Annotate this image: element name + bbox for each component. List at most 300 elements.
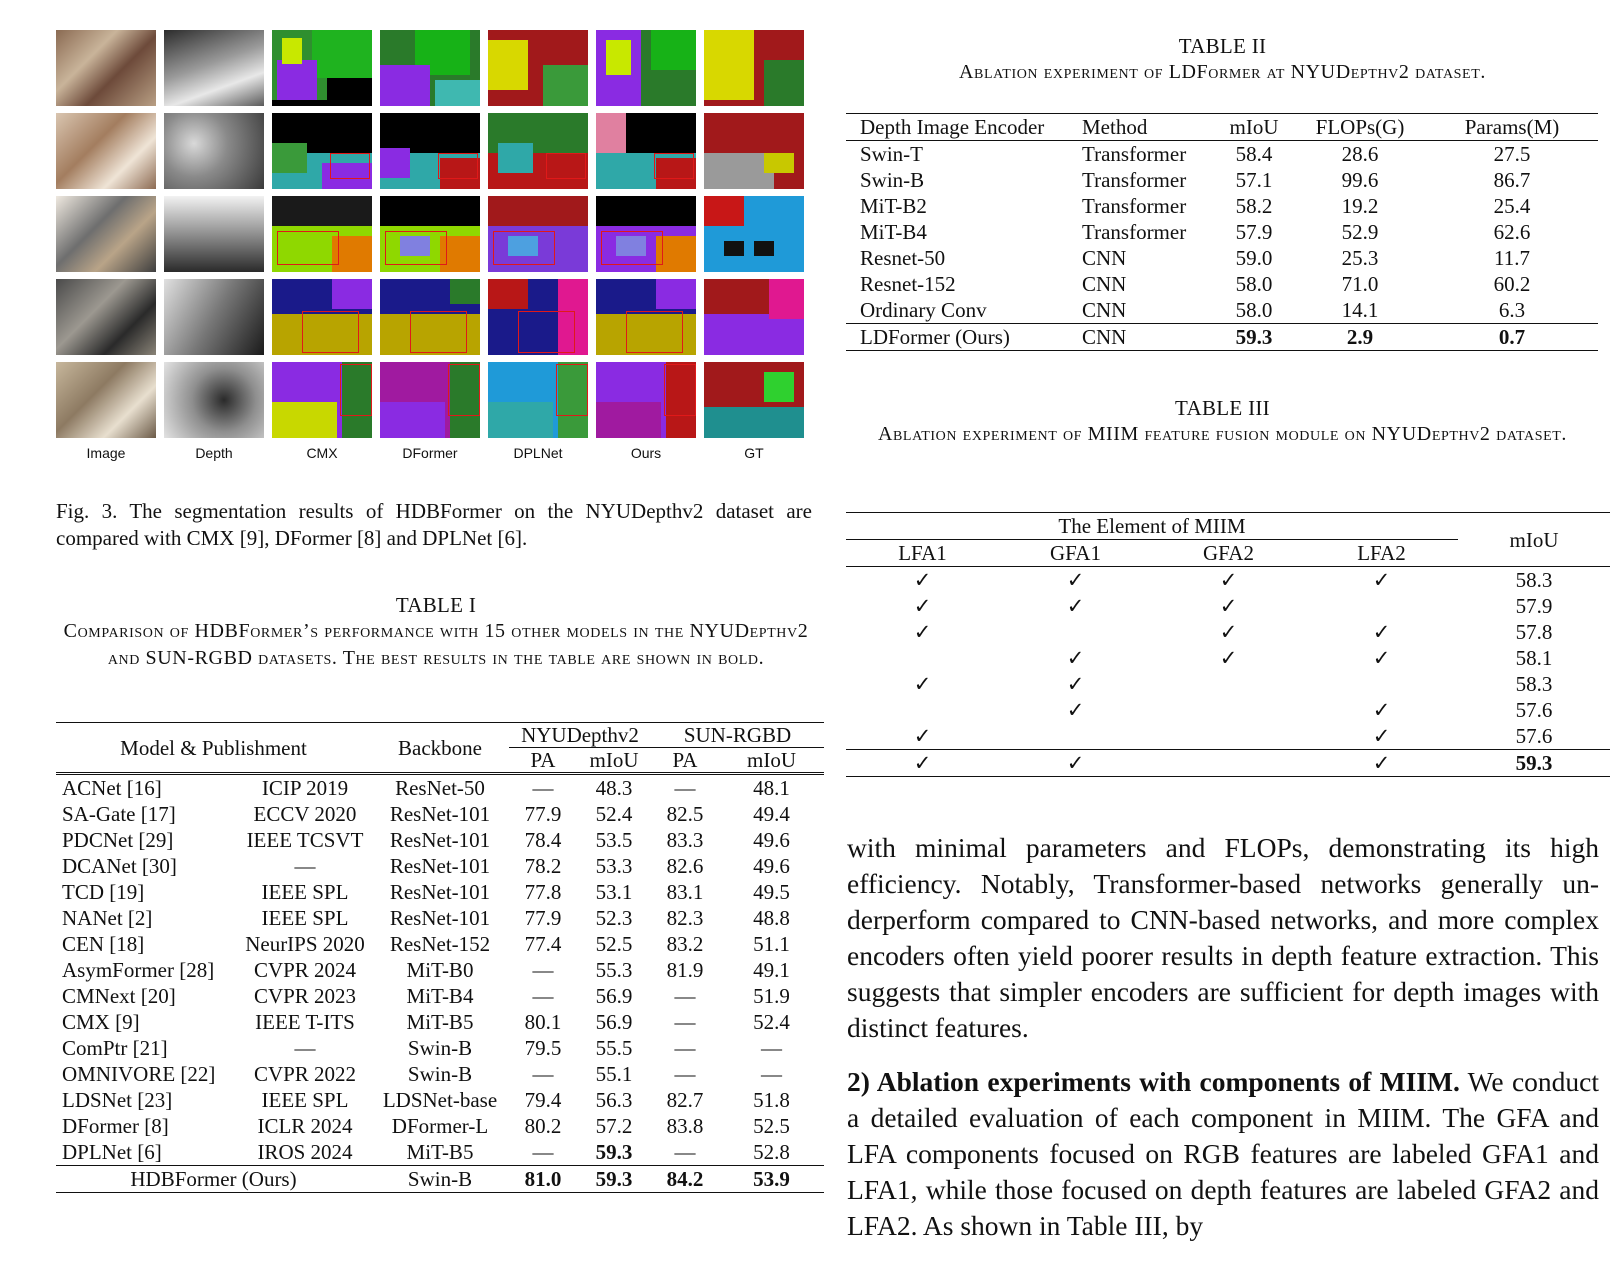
check-cell: ✓ (1372, 698, 1391, 722)
value-cell: 79.4 (524, 1088, 562, 1112)
value-cell: 0.7 (1498, 325, 1526, 349)
pa-header: PA (672, 748, 698, 772)
value-cell: 58.2 (1235, 194, 1273, 218)
value-cell: 77.9 (524, 906, 562, 930)
publication-cell: — (294, 854, 316, 878)
value-cell: 11.7 (1494, 246, 1530, 270)
sun-header: SUN-RGBD (651, 723, 824, 748)
check-cell: ✓ (1066, 646, 1085, 670)
table-row (846, 245, 1598, 271)
table3-title: TABLE III (1175, 396, 1270, 420)
value-cell: 57.9 (1235, 220, 1273, 244)
value-cell: 60.2 (1493, 272, 1531, 296)
backbone-cell: ResNet-101 (389, 880, 491, 904)
backbone-cell: MiT-B0 (406, 958, 474, 982)
column-header: Depth Image Encoder (860, 115, 1045, 139)
depth-image (164, 279, 264, 355)
encoder-cell: LDFormer (Ours) (860, 325, 1010, 349)
method-cell: Transformer (1082, 220, 1187, 244)
column-label: CMX (306, 445, 338, 461)
value-cell: — (674, 984, 696, 1008)
rgb-image (56, 113, 156, 189)
value-cell: 99.6 (1341, 168, 1379, 192)
value-cell: 58.3 (1515, 672, 1553, 696)
column-header: Method (1082, 115, 1148, 139)
column-label: DFormer (402, 445, 458, 461)
method-cell: CNN (1082, 325, 1127, 349)
value-cell: — (761, 1036, 782, 1060)
value-cell: 80.2 (524, 1114, 562, 1138)
backbone-cell: ResNet-101 (389, 854, 491, 878)
value-cell: 55.5 (595, 1036, 633, 1060)
check-cell: ✓ (1066, 672, 1085, 696)
table-row (846, 619, 1610, 645)
value-cell: 6.3 (1498, 298, 1526, 322)
value-cell: 48.3 (595, 776, 633, 800)
table1-subtitle: Comparison of HDBFormer’s performance with 15 other models in the NYUDepthv2 and SUN-RGBD datasets. The best results in the table are shown in bold. (63, 620, 809, 669)
column-label: Image (86, 445, 126, 461)
table-row (56, 827, 824, 853)
model-cell: OMNIVORE [22] (62, 1062, 216, 1086)
model-cell: NANet [2] (62, 906, 153, 930)
backbone-cell: ResNet-101 (389, 802, 491, 826)
pa-header: PA (530, 748, 556, 772)
table-row (846, 750, 1610, 777)
column-label: GT (744, 445, 764, 461)
figure-row (56, 362, 812, 438)
segmentation-image (488, 196, 588, 272)
value-cell: 55.3 (595, 958, 633, 982)
table2-subtitle: Ablation experiment of LDFormer at NYUDepthv2 dataset. (959, 61, 1486, 83)
column-header: mIoU (1509, 527, 1559, 552)
check-cell: ✓ (1066, 568, 1085, 592)
check-cell: ✓ (1066, 698, 1085, 722)
table-row (846, 193, 1598, 219)
table-row (846, 271, 1598, 297)
value-cell: 52.3 (595, 906, 633, 930)
backbone-cell: LDSNet-base (382, 1088, 498, 1112)
encoder-cell: Resnet-152 (860, 272, 956, 296)
value-cell: — (532, 984, 554, 1008)
figure-column-labels (56, 445, 812, 461)
model-cell: DFormer [8] (62, 1114, 169, 1138)
column-label: Depth (195, 445, 233, 461)
table-row (846, 297, 1598, 324)
figure-row (56, 113, 812, 189)
table-row (846, 324, 1598, 351)
segmentation-image (272, 279, 372, 355)
value-cell: — (674, 776, 696, 800)
value-cell: 25.3 (1341, 246, 1379, 270)
model-cell: DCANet [30] (62, 854, 177, 878)
publication-cell: IEEE SPL (261, 906, 349, 930)
value-cell: 83.3 (666, 828, 704, 852)
nyu-header: NYUDepthv2 (509, 723, 651, 748)
segmentation-image (380, 196, 480, 272)
value-cell: — (532, 958, 554, 982)
encoder-cell: MiT-B4 (860, 220, 927, 244)
check-cell: ✓ (1372, 751, 1391, 775)
value-cell: 25.4 (1493, 194, 1531, 218)
value-cell: 56.3 (595, 1088, 633, 1112)
value-cell: — (674, 1036, 696, 1060)
value-cell: 48.8 (753, 906, 790, 930)
table-row (56, 801, 824, 827)
value-cell: 59.0 (1235, 246, 1273, 270)
publication-cell: CVPR 2024 (253, 958, 357, 982)
value-cell: 58.1 (1515, 646, 1553, 670)
method-cell: CNN (1082, 246, 1127, 270)
check-cell: ✓ (1219, 646, 1238, 670)
model-cell: ACNet [16] (62, 776, 162, 800)
segmentation-image (488, 113, 588, 189)
encoder-cell: Swin-T (860, 142, 923, 166)
segmentation-image (704, 30, 804, 106)
value-cell: 58.4 (1235, 142, 1273, 166)
backbone-cell: ResNet-101 (389, 906, 491, 930)
check-cell (999, 723, 1152, 750)
segmentation-image (596, 362, 696, 438)
table-row (846, 219, 1598, 245)
rgb-image (56, 362, 156, 438)
value-cell: 49.6 (753, 828, 790, 852)
backbone-cell: ResNet-101 (389, 828, 491, 852)
check-cell: ✓ (1219, 620, 1238, 644)
group-header: The Element of MIIM (846, 513, 1458, 540)
value-cell: 48.1 (753, 776, 790, 800)
value-cell: — (674, 1140, 696, 1164)
table-row (846, 723, 1610, 750)
value-cell: 57.6 (1515, 724, 1553, 748)
publication-cell: NeurIPS 2020 (245, 932, 365, 956)
value-cell: 59.3 (595, 1140, 633, 1164)
value-cell: 82.7 (666, 1088, 704, 1112)
check-cell: ✓ (1372, 620, 1391, 644)
value-cell: 19.2 (1341, 194, 1379, 218)
section-heading: 2) Ablation experiments with components of MIIM. (847, 1066, 1460, 1097)
model-cell: HDBFormer (Ours) (130, 1167, 297, 1191)
value-cell: 62.6 (1493, 220, 1531, 244)
segmentation-image (704, 113, 804, 189)
value-cell: 78.2 (524, 854, 562, 878)
value-cell: 28.6 (1341, 142, 1379, 166)
table-row (56, 1009, 824, 1035)
value-cell: 83.1 (666, 880, 704, 904)
column-header: GFA1 (1050, 541, 1101, 565)
table-row (846, 671, 1610, 697)
segmentation-image (488, 279, 588, 355)
segmentation-image (596, 113, 696, 189)
table-row (56, 879, 824, 905)
table-row (846, 593, 1610, 619)
model-header: Model & Publishment (120, 735, 307, 760)
value-cell: 80.1 (524, 1010, 562, 1034)
value-cell: 86.7 (1493, 168, 1531, 192)
value-cell: 53.9 (753, 1167, 790, 1191)
table-row (56, 1087, 824, 1113)
publication-cell: CVPR 2023 (253, 984, 357, 1008)
check-cell (1305, 593, 1458, 619)
value-cell: 83.2 (666, 932, 704, 956)
value-cell: — (674, 1010, 696, 1034)
segmentation-image (704, 196, 804, 272)
value-cell: 51.9 (753, 984, 790, 1008)
column-header: mIoU (1229, 115, 1279, 139)
table2-title: TABLE II (1178, 34, 1267, 58)
value-cell: 57.2 (595, 1114, 633, 1138)
model-cell: SA-Gate [17] (62, 802, 176, 826)
value-cell: 55.1 (595, 1062, 633, 1086)
table1 (56, 722, 824, 1193)
check-cell: ✓ (1372, 568, 1391, 592)
figure-caption: Fig. 3. The segmentation results of HDBFormer on the NYUDepthv2 dataset are compared with CMX [9], DFormer [8] and DPLNet [6]. (56, 499, 812, 550)
model-cell: CEN [18] (62, 932, 145, 956)
value-cell: 51.8 (753, 1088, 790, 1112)
value-cell: 58.0 (1235, 272, 1273, 296)
backbone-cell: MiT-B5 (406, 1010, 474, 1034)
depth-image (164, 113, 264, 189)
publication-cell: IEEE T-ITS (255, 1010, 355, 1034)
paragraph-text: We conduct a detailed evaluation of each component in MIIM. The GFA and LFA components focused on RGB features are labeled GFA1 and LFA1, while those focused on depth features are labeled GFA2 and LFA2. As shown in Table III, by (847, 1066, 1600, 1241)
header-row (846, 114, 1598, 141)
value-cell: 49.1 (753, 958, 790, 982)
value-cell: 77.4 (524, 932, 562, 956)
backbone-header: Backbone (398, 735, 482, 760)
table3 (846, 512, 1610, 777)
segmentation-image (380, 279, 480, 355)
table-row (56, 1113, 824, 1139)
value-cell: 58.0 (1235, 298, 1273, 322)
value-cell: 49.4 (753, 802, 790, 826)
check-cell (1152, 671, 1305, 697)
table-row (56, 774, 824, 802)
header-row (846, 513, 1610, 540)
value-cell: 52.5 (753, 1114, 790, 1138)
publication-cell: IROS 2024 (257, 1140, 353, 1164)
value-cell: — (761, 1062, 782, 1086)
backbone-cell: ResNet-152 (389, 932, 491, 956)
method-cell: Transformer (1082, 168, 1187, 192)
model-cell: CMNext [20] (62, 984, 176, 1008)
value-cell: — (532, 776, 554, 800)
value-cell: 81.0 (524, 1167, 562, 1191)
segmentation-image (272, 196, 372, 272)
value-cell: 56.9 (595, 984, 633, 1008)
segmentation-image (272, 30, 372, 106)
value-cell: 77.8 (524, 880, 562, 904)
table-row (56, 983, 824, 1009)
value-cell: 2.9 (1346, 325, 1374, 349)
paragraph (847, 1064, 1599, 1244)
figure-row (56, 196, 812, 272)
model-cell: LDSNet [23] (62, 1088, 173, 1112)
table-row (846, 567, 1610, 594)
value-cell: 53.3 (595, 854, 633, 878)
check-cell: ✓ (913, 594, 932, 618)
value-cell: 59.3 (1235, 325, 1273, 349)
value-cell: 53.5 (595, 828, 633, 852)
publication-cell: ICIP 2019 (261, 776, 349, 800)
segmentation-image (488, 30, 588, 106)
segmentation-image (380, 30, 480, 106)
paragraph: with minimal parameters and FLOPs, demonstrating its high efficiency. Notably, Transformer-based networks generally un-derperform compared to CNN-based networks, and more complex encoders often yield poorer results in depth feature extraction. This suggests that simpler encoders are sufficient for depth images with distinct features. (847, 832, 1599, 1043)
value-cell: 78.4 (524, 828, 562, 852)
method-cell: Transformer (1082, 194, 1187, 218)
publication-cell: — (294, 1036, 316, 1060)
column-header: LFA1 (898, 541, 947, 565)
value-cell: 82.6 (666, 854, 704, 878)
value-cell: 52.9 (1341, 220, 1379, 244)
segmentation-image (596, 196, 696, 272)
model-cell: ComPtr [21] (62, 1036, 168, 1060)
value-cell: 57.9 (1515, 594, 1553, 618)
check-cell (999, 619, 1152, 645)
backbone-cell: Swin-B (407, 1167, 473, 1191)
value-cell: 52.4 (753, 1010, 790, 1034)
check-cell: ✓ (913, 751, 932, 775)
backbone-cell: MiT-B4 (406, 984, 474, 1008)
method-cell: CNN (1082, 272, 1127, 296)
encoder-cell: MiT-B2 (860, 194, 927, 218)
value-cell: — (532, 1140, 554, 1164)
value-cell: 49.5 (753, 880, 790, 904)
value-cell: 52.8 (753, 1140, 790, 1164)
check-cell (846, 697, 999, 723)
rgb-image (56, 30, 156, 106)
value-cell: 57.1 (1235, 168, 1273, 192)
depth-image (164, 30, 264, 106)
check-cell (1152, 697, 1305, 723)
value-cell: 79.5 (524, 1036, 562, 1060)
figure-row (56, 279, 812, 355)
publication-cell: ICLR 2024 (257, 1114, 353, 1138)
table-row (56, 1035, 824, 1061)
column-header: LFA2 (1357, 541, 1406, 565)
depth-image (164, 362, 264, 438)
model-cell: DPLNet [6] (62, 1140, 162, 1164)
value-cell: 56.9 (595, 1010, 633, 1034)
column-label: DPLNet (513, 445, 563, 461)
publication-cell: CVPR 2022 (253, 1062, 357, 1086)
segmentation-image (704, 279, 804, 355)
body-text (847, 830, 1599, 1262)
table-row (56, 1061, 824, 1087)
check-cell (846, 645, 999, 671)
table-row (56, 905, 824, 931)
check-cell: ✓ (913, 620, 932, 644)
segmentation-image (272, 113, 372, 189)
backbone-cell: ResNet-50 (395, 776, 485, 800)
check-cell: ✓ (1372, 724, 1391, 748)
value-cell: — (532, 1062, 554, 1086)
check-cell (1152, 750, 1305, 777)
depth-image (164, 196, 264, 272)
segmentation-figure (56, 30, 812, 461)
column-label: Ours (630, 445, 662, 461)
backbone-cell: MiT-B5 (406, 1140, 474, 1164)
column-header: Params(M) (1464, 115, 1560, 139)
check-cell: ✓ (913, 568, 932, 592)
table-row (846, 645, 1610, 671)
table-row (56, 931, 824, 957)
column-header: FLOPs(G) (1315, 115, 1405, 139)
method-cell: Transformer (1082, 142, 1187, 166)
table-row (56, 1139, 824, 1166)
segmentation-image (272, 362, 372, 438)
miou-header: mIoU (589, 748, 639, 772)
segmentation-image (380, 113, 480, 189)
check-cell: ✓ (913, 724, 932, 748)
value-cell: 53.1 (595, 880, 633, 904)
value-cell: 27.5 (1493, 142, 1531, 166)
segmentation-image (488, 362, 588, 438)
figure-row (56, 30, 812, 106)
rgb-image (56, 196, 156, 272)
backbone-cell: Swin-B (407, 1062, 473, 1086)
model-cell: CMX [9] (62, 1010, 140, 1034)
publication-cell: IEEE SPL (261, 1088, 349, 1112)
value-cell: 14.1 (1341, 298, 1379, 322)
value-cell: 57.8 (1515, 620, 1553, 644)
value-cell: 58.3 (1515, 568, 1553, 592)
backbone-cell: Swin-B (407, 1036, 473, 1060)
check-cell (1305, 671, 1458, 697)
rgb-image (56, 279, 156, 355)
check-cell: ✓ (913, 672, 932, 696)
table2 (846, 113, 1598, 351)
table-row (56, 957, 824, 983)
check-cell (1152, 723, 1305, 750)
value-cell: 83.8 (666, 1114, 704, 1138)
value-cell: 59.3 (1515, 751, 1553, 775)
publication-cell: IEEE TCSVT (246, 828, 364, 852)
value-cell: 82.5 (666, 802, 704, 826)
publication-cell: IEEE SPL (261, 880, 349, 904)
segmentation-image (380, 362, 480, 438)
value-cell: 82.3 (666, 906, 704, 930)
model-cell: PDCNet [29] (62, 828, 174, 852)
check-cell: ✓ (1219, 594, 1238, 618)
segmentation-image (596, 30, 696, 106)
value-cell: 49.6 (753, 854, 790, 878)
value-cell: 59.3 (595, 1167, 633, 1191)
check-cell: ✓ (1372, 646, 1391, 670)
value-cell: 52.4 (595, 802, 633, 826)
table-row (846, 697, 1610, 723)
value-cell: 84.2 (666, 1167, 704, 1191)
table-row (846, 167, 1598, 193)
check-cell: ✓ (1066, 751, 1085, 775)
check-cell: ✓ (1219, 568, 1238, 592)
table-row (846, 141, 1598, 168)
table3-subtitle: Ablation experiment of MIIM feature fusion module on NYUDepthv2 dataset. (877, 423, 1568, 445)
model-cell: AsymFormer [28] (62, 958, 215, 982)
miou-header: mIoU (747, 748, 796, 772)
column-header: GFA2 (1203, 541, 1254, 565)
encoder-cell: Ordinary Conv (860, 298, 987, 322)
table1-title: TABLE I (395, 593, 477, 617)
method-cell: CNN (1082, 298, 1127, 322)
model-cell: TCD [19] (62, 880, 145, 904)
value-cell: 77.9 (524, 802, 562, 826)
value-cell: 51.1 (753, 932, 790, 956)
value-cell: — (674, 1062, 696, 1086)
value-cell: 71.0 (1341, 272, 1379, 296)
table-row (56, 853, 824, 879)
segmentation-image (704, 362, 804, 438)
publication-cell: ECCV 2020 (253, 802, 357, 826)
table-row (56, 1166, 824, 1193)
